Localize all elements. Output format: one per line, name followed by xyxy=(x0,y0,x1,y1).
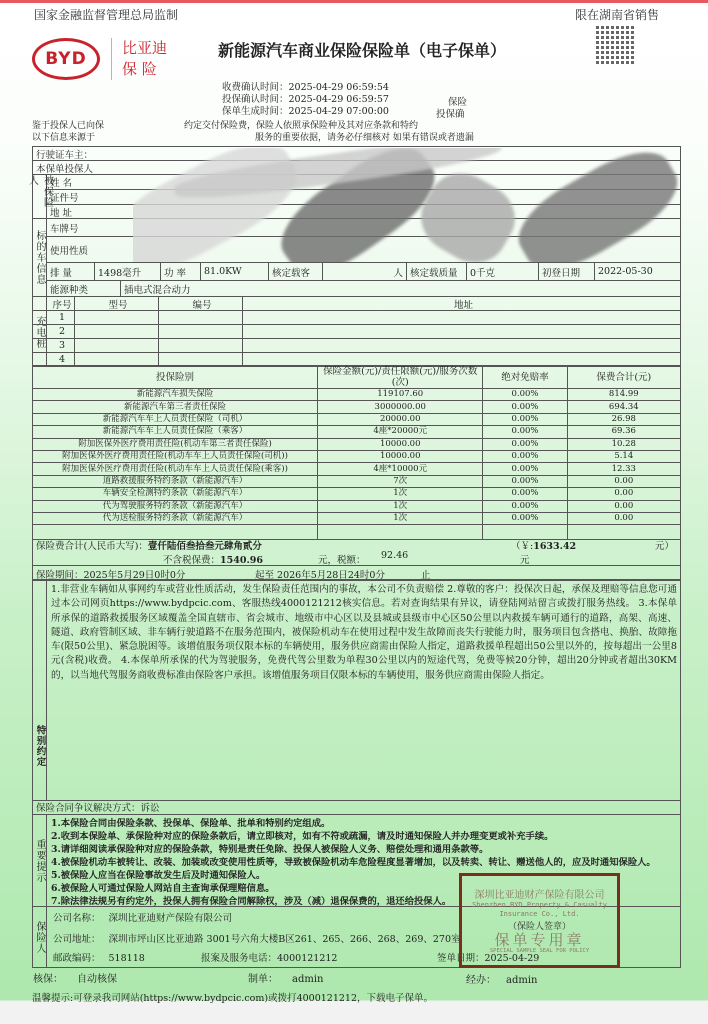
load-value: 0千克 xyxy=(467,263,539,280)
coverage-row xyxy=(33,475,681,487)
charging-row xyxy=(33,339,680,353)
phone-value: 4000121212 xyxy=(277,953,338,964)
seal-sign: （保险人签章） xyxy=(507,922,571,932)
fee-confirm-time: 收费确认时间：2025-04-29 06:59:54 xyxy=(222,82,389,93)
coverage-cell: 119107.60 xyxy=(318,389,483,401)
notices-label: 重要提示 xyxy=(33,815,47,906)
coverage-cell: 附加医保外医疗费用责任险(机动车第三者责任保险) xyxy=(33,438,318,450)
insured-group-label: 被保险人 xyxy=(33,175,47,219)
charging-group-label: 充电桩 xyxy=(33,297,47,367)
notice-item: 6.被保险人可通过保险人网站自主查询承保理赔信息。 xyxy=(51,883,275,894)
handler-label: 经办： xyxy=(466,975,496,986)
special-terms-section xyxy=(32,580,681,801)
coverage-row xyxy=(33,512,681,524)
name-label: 姓 名 xyxy=(50,178,73,189)
brand-line2: 保 险 xyxy=(122,60,157,78)
coverage-cell: 814.99 xyxy=(567,389,680,401)
coverage-cell: 4座*20000元 xyxy=(318,426,483,438)
download-tip: 温馨提示:可登录我司网站(https://www.bydpcic.com)或拨打4000121212，下载电子保单。 xyxy=(32,993,434,1004)
intro-line1b: 约定交付保险费，保险人依照承保险种及其对应条款和特约 xyxy=(184,121,419,131)
zip-value: 518118 xyxy=(108,953,145,964)
coverage-cell: 10000.00 xyxy=(318,438,483,450)
tax-value: 92.46 xyxy=(381,550,409,561)
pretax-label: 不含税保费： xyxy=(163,555,221,566)
seats-label: 核定载客 xyxy=(269,263,323,280)
reg-date-label: 初登日期 xyxy=(539,263,595,280)
notice-item: 7.除法律法规另有约定外，投保人拥有保险合同解除权，涉及（减）退保保费的，退还给投保人。 xyxy=(51,896,452,907)
vehicle-group-label: 标的车信息 xyxy=(33,219,47,297)
special-terms-label: 特别约定 xyxy=(33,581,47,800)
apply-confirm-time: 投保确认时间：2025-04-29 06:59:57 xyxy=(222,94,389,105)
notice-item: 5.被保险人应当在保险事故发生后及时通知保险人。 xyxy=(51,870,266,881)
policy-no-label: 保险 xyxy=(448,97,468,108)
seal-en3: SPECIAL SAMPLE SEAL FOR POLICY xyxy=(489,948,590,954)
coverage-cell: 5.14 xyxy=(567,450,680,462)
charging-cell xyxy=(243,311,681,324)
charging-cell: 编号 xyxy=(159,297,243,310)
coverage-row xyxy=(33,488,681,500)
coverage-cell: 新能源汽车车上人员责任保险（司机） xyxy=(33,413,318,425)
premium-label: 保险费合计(人民币大写)： xyxy=(36,541,148,552)
charging-cell xyxy=(243,325,681,338)
logo-divider xyxy=(111,38,112,80)
coverage-cell: 0.00% xyxy=(483,401,567,413)
coverage-cell: 车辆安全检测特约条款（新能源汽车） xyxy=(33,488,318,500)
coverage-row xyxy=(33,401,681,413)
coverage-cell: 投保险别 xyxy=(33,366,318,389)
charging-cell xyxy=(159,325,243,338)
coverage-cell: 0.00% xyxy=(483,475,567,487)
charging-cell: 2 xyxy=(47,325,75,338)
coverage-cell: 0.00 xyxy=(567,500,680,512)
tax-label: 元，税额： xyxy=(318,555,366,566)
period-stop: 止 xyxy=(421,570,431,581)
seal-en2: Insurance Co., Ltd. xyxy=(499,910,580,918)
charging-cell: 4 xyxy=(47,353,75,366)
period-end: 起至 2026年5月28日24时0分 xyxy=(255,570,385,581)
handler-value: admin xyxy=(506,975,538,986)
coverage-cell: 1次 xyxy=(318,500,483,512)
pretax-value: 1540.96 xyxy=(220,555,263,566)
review-value: 自动核保 xyxy=(77,974,117,985)
zip-label: 邮政编码： xyxy=(53,953,101,964)
sign-date-value: 2025-04-29 xyxy=(484,953,540,964)
handler-row xyxy=(466,971,537,986)
coverage-cell: 10000.00 xyxy=(318,450,483,462)
applicant-label: 本保单投保人 xyxy=(36,163,94,174)
displacement-label: 排 量 xyxy=(47,263,95,280)
charging-cell xyxy=(75,339,159,352)
coverage-row xyxy=(33,450,681,462)
coverage-row xyxy=(33,413,681,425)
usage-label: 使用性质 xyxy=(50,245,89,257)
coverage-cell: 0.00 xyxy=(567,475,680,487)
coverage-cell: 新能源汽车损失保险 xyxy=(33,389,318,401)
coverage-cell: 12.33 xyxy=(567,463,680,475)
dispute-row xyxy=(32,800,681,815)
sales-region-text: 限在湖南省销售 xyxy=(575,8,660,22)
charging-cell xyxy=(159,311,243,324)
apply-no-label: 投保确 xyxy=(436,109,465,120)
coverage-row xyxy=(33,500,681,512)
intro-line1: 鉴于投保人已向保 xyxy=(32,121,105,131)
notice-item: 1.本保险合同由保险条款、投保单、保险单、批单和特别约定组成。 xyxy=(51,818,331,829)
seal-cn: 深圳比亚迪财产保险有限公司 xyxy=(474,890,605,901)
coverage-cell: 代为驾驶服务特约条款（新能源汽车） xyxy=(33,500,318,512)
coverage-cell: 道路救援服务特约条款（新能源汽车） xyxy=(33,475,318,487)
intro-line2b: 服务的重要依据，请务必仔细核对 如果有错误或者遗漏 xyxy=(255,133,474,143)
coverage-cell: 附加医保外医疗费用责任险(机动车车上人员责任保险(乘客)) xyxy=(33,463,318,475)
power-value: 81.0KW xyxy=(201,263,269,280)
coverage-cell: 1次 xyxy=(318,488,483,500)
company-name-label: 公司名称： xyxy=(53,913,101,924)
charging-cell: 1 xyxy=(47,311,75,324)
intro-line2: 以下信息来源于 xyxy=(32,133,96,143)
qr-code-icon[interactable] xyxy=(596,24,636,64)
review-label: 核保： xyxy=(33,974,63,985)
maker-value: admin xyxy=(292,974,324,985)
charging-cell xyxy=(243,339,681,352)
energy-value: 插电式混合动力 xyxy=(124,284,191,296)
coverage-table xyxy=(32,365,681,540)
company-addr-label: 公司地址： xyxy=(53,934,101,945)
power-label: 功 率 xyxy=(161,263,201,280)
load-label: 核定载质量 xyxy=(407,263,467,280)
brand-line1: 比亚迪 xyxy=(122,39,168,57)
premium-section xyxy=(32,532,681,580)
insurer-label: 保险人 xyxy=(33,907,47,967)
intro-text xyxy=(32,120,682,144)
coverage-cell: 附加医保外医疗费用责任险(机动车车上人员责任保险(司机)) xyxy=(33,450,318,462)
top-accent-bar xyxy=(0,0,708,3)
special-terms-text: 1.非营业车辆如从事网约车或营业性质活动，发生保险责任范围内的事故，本公司不负责赔偿 2.尊敬的客户：投保次日起，承保及理赔等信息您可通过本公司网页https://www.bydpcic.com、客服热线4000121212核实信息。若对查询结果有异议，请登陆网站留言或拨打服务热线。 3.本保单所承保的道路救援服务区域覆盖全国直辖市、省会城市、地级市中心区以及县城或县级市中心区50公里以内救援车辆可通行的道路，高架、高速、隧道、政府管制区域、非车辆行驶道路不在服务范围内，被保险机动车在使用过程中发生故障而丧失行驶能力时，服务项目包含搭电、换胎、故障拖车(限50公里)、紧急脱困等。该增值服务项仅限本标的车辆使用，服务供应商需由保险人指定，道路救援单程超出50公里以外的，按每超出一公里8元(含税)收费。 4.本保单所承保的代为驾驶服务，免费代驾公里数为单程30公里以内的短途代驾，免费等候20分钟，超出20分钟或者超出30KM的，以当地代驾服务商收费标准由保险客户承担。该增值服务项目仅限本标的车辆使用，服务供应商需由保险人指定。 xyxy=(51,584,677,681)
coverage-row xyxy=(33,389,681,401)
dispute-label: 保险合同争议解决方式： xyxy=(36,803,141,814)
coverage-cell: 0.00% xyxy=(483,463,567,475)
coverage-cell: 0.00 xyxy=(567,488,680,500)
address-label: 地 址 xyxy=(50,207,73,218)
coverage-cell: 保费合计(元) xyxy=(567,366,680,389)
company-name: 深圳比亚迪财产保险有限公司 xyxy=(108,913,233,924)
coverage-cell: 0.00% xyxy=(483,426,567,438)
coverage-cell: 7次 xyxy=(318,475,483,487)
policy-generated-time: 保单生成时间：2025-04-29 07:00:00 xyxy=(222,106,389,117)
page-title: 新能源汽车商业保险保险单（电子保单） xyxy=(218,41,507,60)
period-start: 保险期间：2025年5月29日0时0分 xyxy=(36,570,186,581)
coverage-cell: 4座*10000元 xyxy=(318,463,483,475)
coverage-cell: 0.00% xyxy=(483,450,567,462)
coverage-cell: 3000000.00 xyxy=(318,401,483,413)
sign-date-label: 签单日期： xyxy=(437,953,485,964)
brand-name xyxy=(122,38,167,80)
coverage-cell: 新能源汽车车上人员责任保险（乘客） xyxy=(33,426,318,438)
seats-unit: 人 xyxy=(323,263,407,280)
company-addr: 深圳市坪山区比亚迪路 3001号六角大楼B区261、265、266、268、269、270室 xyxy=(108,934,461,945)
coverage-cell: 0.00% xyxy=(483,488,567,500)
charging-header-row xyxy=(33,297,680,311)
byd-logo: BYD xyxy=(32,38,100,80)
coverage-cell: 0.00% xyxy=(483,500,567,512)
regulator-text: 国家金融监督管理总局监制 xyxy=(34,8,179,22)
charging-cell: 型号 xyxy=(75,297,159,310)
dispute-value: 诉讼 xyxy=(140,803,160,814)
coverage-cell: 10.28 xyxy=(567,438,680,450)
coverage-cell: 69.36 xyxy=(567,426,680,438)
coverage-row xyxy=(33,426,681,438)
charging-pile-table xyxy=(32,296,681,366)
redaction-area xyxy=(133,148,680,262)
charging-cell: 3 xyxy=(47,339,75,352)
charging-row xyxy=(33,311,680,325)
yuan-open: （￥: xyxy=(511,541,534,552)
review-row xyxy=(33,970,117,985)
coverage-cell: 代为送检服务特约条款（新能源汽车） xyxy=(33,512,318,524)
coverage-cell: 20000.00 xyxy=(318,413,483,425)
notice-item: 3.请详细阅读承保险种对应的保险条款，特别是责任免除、投保人被保险人义务、赔偿处理和通用条款等。 xyxy=(51,844,489,855)
coverage-cell: 0.00 xyxy=(567,512,680,524)
charging-cell xyxy=(159,339,243,352)
coverage-cell: 1次 xyxy=(318,512,483,524)
charging-cell: 地址 xyxy=(453,299,473,310)
coverage-cell: 保险金额(元)/责任限额(元)/服务次数(次) xyxy=(318,366,483,389)
charging-cell xyxy=(75,325,159,338)
charging-cell: 序号 xyxy=(47,297,75,310)
coverage-row xyxy=(33,463,681,475)
premium-amount: 1633.42 xyxy=(533,541,577,552)
premium-words: 壹仟陆佰叁拾叁元肆角贰分 xyxy=(147,541,262,552)
coverage-cell: 694.34 xyxy=(567,401,680,413)
owner-label: 行驶证车主： xyxy=(36,149,94,160)
coverage-cell: 26.98 xyxy=(567,413,680,425)
notice-item: 4.被保险机动车被转让、改装、加装或改变使用性质等，导致被保险机动车危险程度显著增加，以及转卖、转让、赠送他人的，应及时通知保险人。 xyxy=(51,857,656,868)
vehicle-info-table xyxy=(26,146,681,296)
coverage-row xyxy=(33,438,681,450)
tax-unit: 元 xyxy=(520,555,530,566)
maker-row xyxy=(248,970,323,985)
redaction-scribble xyxy=(506,148,680,262)
coverage-cell: 新能源汽车第三者责任保险 xyxy=(33,401,318,413)
coverage-cell: 绝对免赔率 xyxy=(483,366,567,389)
maker-label: 制单： xyxy=(248,974,278,985)
plate-label: 车牌号 xyxy=(50,223,79,235)
coverage-cell: 0.00% xyxy=(483,512,567,524)
timestamps xyxy=(222,82,389,118)
displacement-value: 1498毫升 xyxy=(95,263,161,280)
energy-label: 能源种类 xyxy=(47,281,121,296)
id-label: 证件号 xyxy=(50,193,79,204)
coverage-cell: 0.00% xyxy=(483,438,567,450)
notice-item: 2.收到本保险单、承保险种对应的保险条款后，请立即核对，如有不符或疏漏，请及时通知保险人并办理变更或补充手续。 xyxy=(51,831,554,842)
yuan-close: 元） xyxy=(655,541,675,552)
phone-label: 报案及服务电话： xyxy=(201,953,278,964)
charging-cell xyxy=(75,311,159,324)
charging-row xyxy=(33,325,680,339)
seal-en1: Shenzhen BYD Property & Casualty xyxy=(472,901,607,909)
coverage-cell: 0.00% xyxy=(483,413,567,425)
coverage-cell: 0.00% xyxy=(483,389,567,401)
reg-date-value: 2022-05-30 xyxy=(598,266,653,277)
policy-seal xyxy=(459,873,620,968)
coverage-header-row xyxy=(33,366,681,389)
seal-big: 保单专用章 xyxy=(494,931,585,949)
